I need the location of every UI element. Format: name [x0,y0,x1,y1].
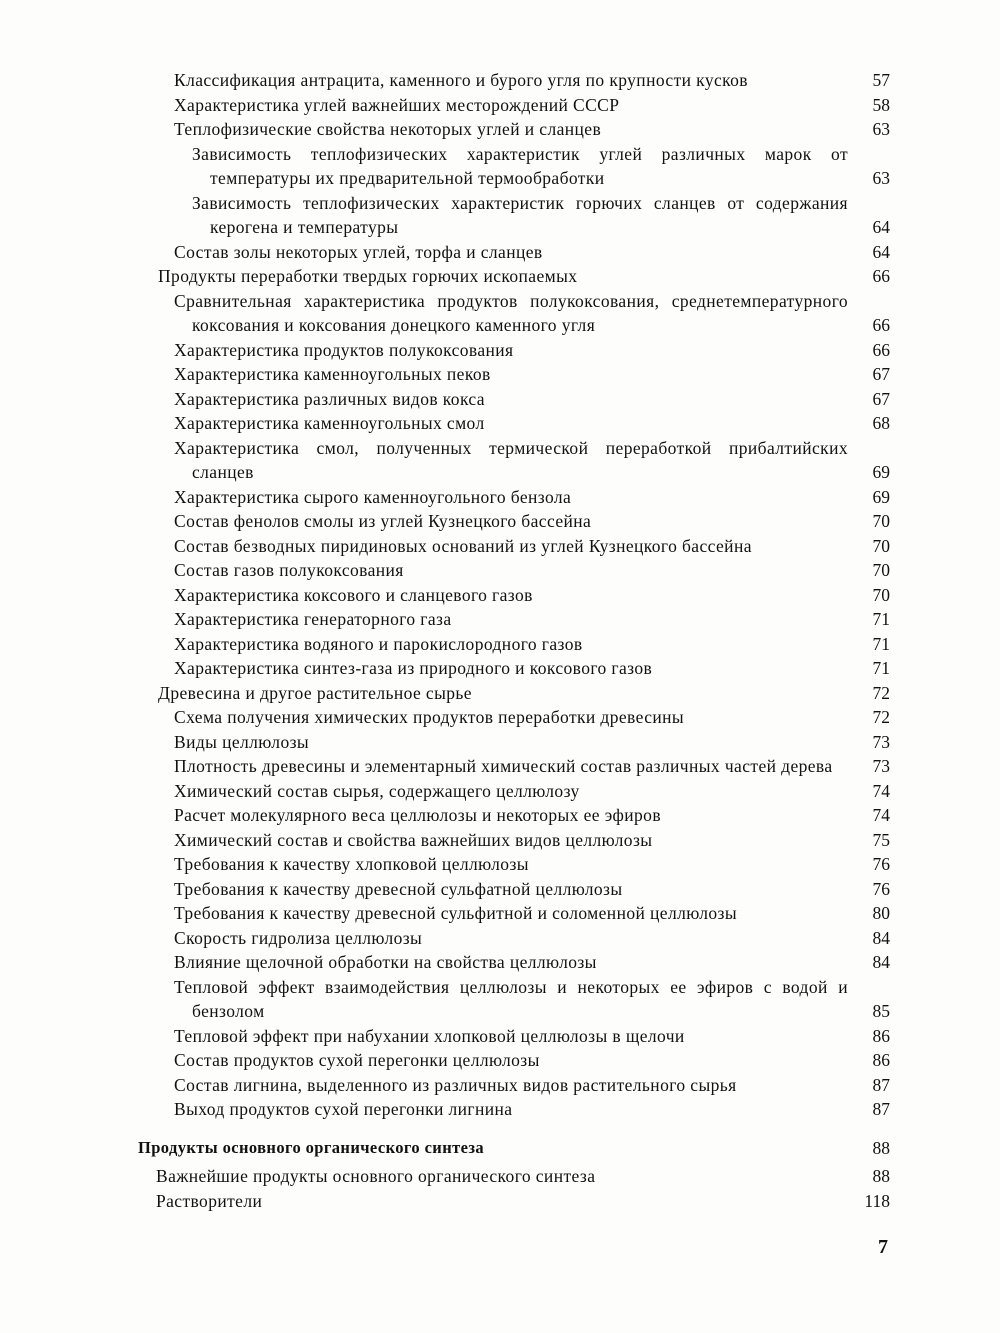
toc-entry-title: Состав продуктов сухой перегонки целлюлозы [174,1050,540,1070]
toc-entry-title: Выход продуктов сухой перегонки лигнина [174,1099,513,1119]
toc-entry [0,975,1000,1024]
toc-entry [0,803,1000,828]
toc-entry-page: 70 [872,584,890,605]
toc-entry-page: 86 [872,1050,890,1070]
toc-entry-title: Состав золы некоторых углей, торфа и сланцев [174,241,543,262]
toc-entry-page: 74 [872,780,890,801]
toc-entry-title: Растворители [156,1190,263,1211]
page-number: 7 [878,1236,888,1258]
toc-entry-title: Характеристика смол, полученных термической переработкой прибалтийских сланцев [174,437,848,482]
toc-entry-title: Характеристика генераторного газа [174,609,452,629]
toc-entry [0,779,1000,804]
toc-entry-title: Продукты переработки твердых горючих ископаемых [158,266,578,286]
toc-entry-page: 74 [872,805,890,825]
toc-entry-title: Характеристика водяного и парокислородного газов [174,633,583,654]
toc-entry-title: Состав газов полукоксования [174,560,404,580]
toc-entry-page: 72 [872,682,890,703]
toc-entry [0,754,1000,779]
toc-entry-title: Состав лигнина, выделенного из различных видов растительного сырья [174,1074,737,1095]
toc-entry [0,1164,1000,1189]
toc-entry-page: 85 [872,1001,890,1021]
toc-entry-title: Зависимость теплофизических характеристик горючих сланцев от содержания керогена и температуры [192,192,848,237]
toc-entry-title: Зависимость теплофизических характеристик углей различных марок от температуры их предварительной термообработки [192,143,848,188]
toc-entry-title: Схема получения химических продуктов переработки древесины [174,707,685,727]
toc-entry [0,558,1000,583]
toc-entry-page: 58 [872,94,890,115]
toc-entry [0,264,1000,289]
toc-entry-page: 71 [872,658,890,678]
toc-entry [0,411,1000,436]
toc-entry [0,607,1000,632]
toc-entry [0,68,1000,93]
toc-entry-page: 71 [872,609,890,629]
toc-entry-page: 76 [872,854,890,874]
toc-entry-title: Скорость гидролиза целлюлозы [174,927,423,948]
toc-entry-page: 71 [872,633,890,654]
toc-entry-title: Классификация антрацита, каменного и бурого угля по крупности кусков [174,70,748,90]
toc-entry-page: 64 [872,217,890,237]
toc-entry-title: Характеристика углей важнейших месторождений СССР [174,94,620,115]
toc-entry-page: 86 [872,1025,890,1046]
toc-entry-title: Химический состав и свойства важнейших видов целлюлозы [174,829,653,850]
toc-entry-page: 66 [872,315,890,335]
toc-entry-page: 87 [872,1099,890,1119]
toc-entry [0,828,1000,853]
toc-entry [0,362,1000,387]
toc-entry-title: Состав фенолов смолы из углей Кузнецкого бассейна [174,511,592,531]
toc-entry [0,1048,1000,1073]
toc-entry-page: 69 [872,462,890,482]
toc-entry [0,681,1000,706]
toc-entry-page: 70 [872,560,890,580]
toc-entry-title: Характеристика сырого каменноугольного бензола [174,486,572,507]
toc-entry-title: Древесина и другое растительное сырье [158,682,472,703]
toc-entry [0,93,1000,118]
toc-entry [0,191,1000,240]
toc-entry-title: Сравнительная характеристика продуктов полукоксования, среднетемпературного коксования и коксования донецкого каменного угля [174,290,848,335]
toc-entry-title: Требования к качеству древесной сульфатной целлюлозы [174,878,623,899]
toc-entry [0,852,1000,877]
toc-entry [0,926,1000,951]
toc-entry [0,877,1000,902]
toc-entry-page: 66 [872,266,890,286]
toc-entry [0,436,1000,485]
toc-entry-title: Продукты основного органического синтеза [138,1137,485,1157]
toc-entry [0,1024,1000,1049]
toc-entry-page: 70 [872,535,890,556]
toc-entry-page: 73 [872,756,890,776]
toc-section-heading [0,1136,1000,1161]
toc-entry-title: Тепловой эффект взаимодействия целлюлозы и некоторых ее эфиров с водой и бензолом [174,976,848,1021]
toc-entry-page: 66 [872,339,890,360]
toc-entry [0,730,1000,755]
toc-entry-page: 68 [872,413,890,433]
toc-entry-title: Плотность древесины и элементарный химический состав различных частей дерева [174,756,833,776]
toc-entry-page: 67 [872,388,890,409]
toc-entry-title: Важнейшие продукты основного органического синтеза [156,1166,596,1186]
toc-entry-title: Характеристика каменноугольных пеков [174,364,491,384]
toc-entry [0,289,1000,338]
toc-entry [0,1097,1000,1122]
toc-entry-title: Тепловой эффект при набухании хлопковой целлюлозы в щелочи [174,1025,685,1046]
toc-entry-title: Химический состав сырья, содержащего целлюлозу [174,780,580,801]
toc-entry-page: 84 [872,952,890,972]
toc-entry [0,117,1000,142]
toc-entry [0,656,1000,681]
toc-entry-title: Требования к качеству древесной сульфитной и соломенной целлюлозы [174,903,738,923]
toc-entry [0,705,1000,730]
toc-entry-page: 87 [872,1074,890,1095]
toc-entry-page: 67 [872,364,890,384]
toc-entry [0,1073,1000,1098]
toc-entry [0,338,1000,363]
toc-entry [0,950,1000,975]
toc-entry [0,485,1000,510]
toc-entry-page: 63 [872,119,890,139]
toc-entry-page: 80 [872,903,890,923]
toc-entry [0,901,1000,926]
toc-entry [0,1189,1000,1214]
toc-entry-page: 88 [872,1166,890,1186]
toc-entry-title: Теплофизические свойства некоторых углей и сланцев [174,119,602,139]
toc-entry-page: 69 [872,486,890,507]
toc-entry-page: 72 [872,707,890,727]
toc-entry [0,632,1000,657]
toc-entry-title: Характеристика синтез-газа из природного и коксового газов [174,658,653,678]
toc-entry-page: 57 [872,70,890,90]
toc-entry-page: 73 [872,731,890,752]
toc-entry [0,240,1000,265]
toc-entry-title: Состав безводных пиридиновых оснований из углей Кузнецкого бассейна [174,535,752,556]
toc-entry [0,583,1000,608]
toc-entry [0,142,1000,191]
toc-entry-title: Характеристика коксового и сланцевого газов [174,584,533,605]
toc-entry-title: Характеристика каменноугольных смол [174,413,485,433]
toc-entry-page: 88 [872,1137,890,1158]
toc-entry-page: 118 [864,1190,890,1211]
toc-entry-page: 84 [872,927,890,948]
toc-entry [0,534,1000,559]
toc-entry-title: Влияние щелочной обработки на свойства целлюлозы [174,952,597,972]
toc-entry-page: 63 [872,168,890,188]
toc-entry-title: Характеристика различных видов кокса [174,388,485,409]
table-of-contents [0,68,1000,1213]
toc-entry-page: 76 [872,878,890,899]
toc-entry [0,509,1000,534]
toc-entry-page: 64 [872,241,890,262]
toc-entry-title: Виды целлюлозы [174,731,310,752]
toc-entry-title: Характеристика продуктов полукоксования [174,339,514,360]
toc-entry-page: 75 [872,829,890,850]
toc-entry [0,387,1000,412]
toc-entry-title: Требования к качеству хлопковой целлюлозы [174,854,529,874]
toc-entry-page: 70 [872,511,890,531]
toc-entry-title: Расчет молекулярного веса целлюлозы и некоторых ее эфиров [174,805,661,825]
